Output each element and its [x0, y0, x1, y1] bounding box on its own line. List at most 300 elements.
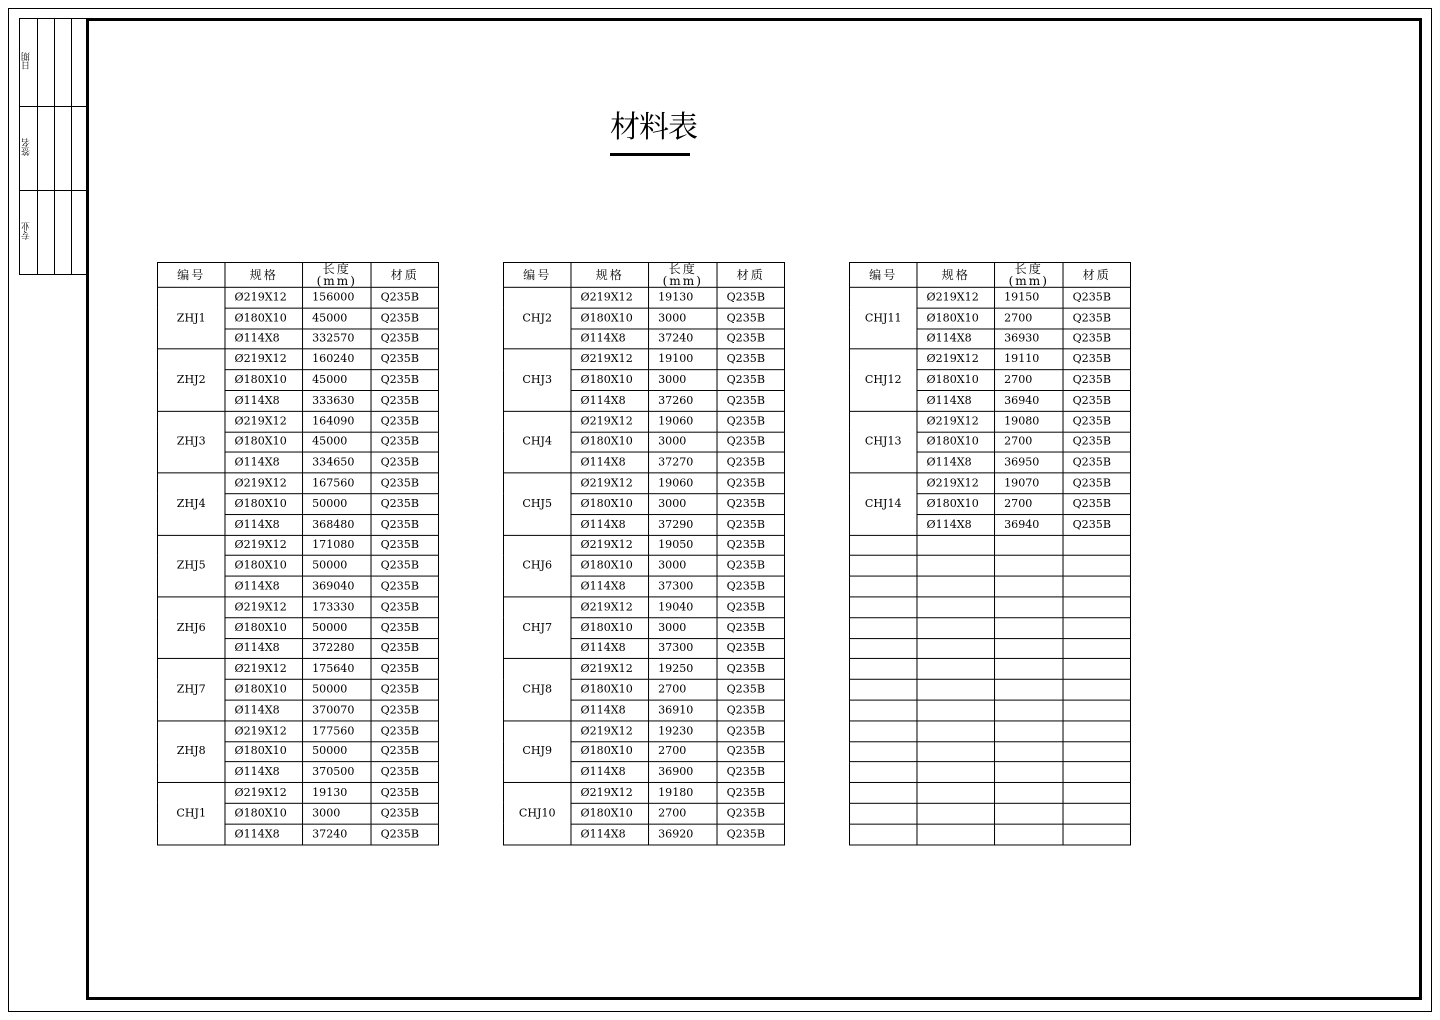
spec-cell: Ø114X8	[917, 329, 995, 350]
empty-cell	[917, 576, 995, 597]
empty-cell	[917, 679, 995, 700]
material-cell: Q235B	[371, 494, 438, 515]
material-cell: Q235B	[371, 617, 438, 638]
material-cell: Q235B	[371, 329, 438, 350]
signature-block-divider	[20, 190, 86, 191]
length-cell: 19180	[649, 783, 717, 804]
spec-cell: Ø180X10	[917, 370, 995, 391]
empty-cell	[850, 638, 917, 659]
material-table-3	[849, 262, 1131, 845]
material-cell: Q235B	[1063, 390, 1130, 411]
table-row	[158, 473, 439, 494]
length-cell: 2700	[649, 679, 717, 700]
column-header: 编号	[158, 262, 225, 287]
title-underline	[610, 153, 690, 156]
column-header: 长度(mm)	[303, 262, 371, 287]
material-cell: Q235B	[371, 721, 438, 742]
empty-cell	[917, 535, 995, 556]
member-id-cell: CHJ8	[504, 659, 571, 721]
material-cell: Q235B	[717, 514, 784, 535]
length-cell: 3000	[649, 308, 717, 329]
spec-cell: Ø180X10	[917, 432, 995, 453]
empty-cell	[1063, 824, 1130, 845]
spec-cell: Ø114X8	[571, 329, 649, 350]
empty-cell	[850, 556, 917, 577]
material-cell: Q235B	[717, 329, 784, 350]
table-header-row	[504, 262, 785, 287]
length-cell: 37300	[649, 638, 717, 659]
table-row	[158, 411, 439, 432]
member-id-cell: CHJ12	[850, 349, 917, 411]
material-cell: Q235B	[371, 432, 438, 453]
empty-cell	[995, 762, 1063, 783]
length-cell: 2700	[995, 370, 1063, 391]
length-cell: 37300	[649, 576, 717, 597]
length-cell: 36910	[649, 700, 717, 721]
empty-cell	[917, 803, 995, 824]
empty-cell	[995, 700, 1063, 721]
spec-cell: Ø180X10	[917, 308, 995, 329]
length-cell: 19110	[995, 349, 1063, 370]
length-cell: 19250	[649, 659, 717, 680]
length-cell: 2700	[995, 308, 1063, 329]
empty-cell	[917, 659, 995, 680]
length-cell: 37260	[649, 390, 717, 411]
empty-cell	[1063, 679, 1130, 700]
material-cell: Q235B	[717, 803, 784, 824]
material-cell: Q235B	[371, 370, 438, 391]
length-cell: 171080	[303, 535, 371, 556]
spec-cell: Ø180X10	[917, 494, 995, 515]
side-label-discipline: 专业	[22, 222, 32, 240]
empty-cell	[995, 556, 1063, 577]
spec-cell: Ø114X8	[225, 824, 303, 845]
member-id-cell: CHJ11	[850, 287, 917, 349]
empty-cell	[995, 741, 1063, 762]
table-row	[504, 287, 785, 308]
spec-cell: Ø219X12	[571, 597, 649, 618]
spec-cell: Ø180X10	[225, 494, 303, 515]
length-cell: 36900	[649, 762, 717, 783]
table-row	[158, 535, 439, 556]
material-cell: Q235B	[371, 287, 438, 308]
member-id-cell: CHJ4	[504, 411, 571, 473]
spec-cell: Ø114X8	[571, 638, 649, 659]
spec-cell: Ø180X10	[225, 741, 303, 762]
empty-row	[850, 824, 1131, 845]
spec-cell: Ø219X12	[917, 411, 995, 432]
empty-cell	[917, 597, 995, 618]
column-header: 长度(mm)	[995, 262, 1063, 287]
spec-cell: Ø219X12	[917, 287, 995, 308]
table-row	[158, 659, 439, 680]
spec-cell: Ø219X12	[571, 721, 649, 742]
length-cell: 37290	[649, 514, 717, 535]
signature-block-divider	[71, 19, 72, 274]
material-cell: Q235B	[371, 556, 438, 577]
spec-cell: Ø219X12	[917, 349, 995, 370]
empty-cell	[995, 803, 1063, 824]
table-row	[504, 411, 785, 432]
spec-cell: Ø180X10	[225, 556, 303, 577]
spec-cell: Ø114X8	[917, 514, 995, 535]
spec-cell: Ø180X10	[571, 370, 649, 391]
spec-cell: Ø180X10	[571, 432, 649, 453]
table-row	[850, 473, 1131, 494]
length-cell: 370070	[303, 700, 371, 721]
spec-cell: Ø219X12	[571, 473, 649, 494]
material-cell: Q235B	[717, 349, 784, 370]
material-cell: Q235B	[1063, 411, 1130, 432]
length-cell: 173330	[303, 597, 371, 618]
material-cell: Q235B	[371, 638, 438, 659]
material-cell: Q235B	[717, 824, 784, 845]
table-row	[504, 783, 785, 804]
length-cell: 368480	[303, 514, 371, 535]
length-cell: 19130	[649, 287, 717, 308]
spec-cell: Ø180X10	[225, 803, 303, 824]
side-label-signature: 签名	[22, 138, 32, 156]
spec-cell: Ø114X8	[225, 514, 303, 535]
length-cell: 3000	[649, 370, 717, 391]
empty-cell	[850, 783, 917, 804]
member-id-cell: CHJ2	[504, 287, 571, 349]
empty-cell	[1063, 783, 1130, 804]
length-cell: 332570	[303, 329, 371, 350]
spec-cell: Ø180X10	[571, 617, 649, 638]
material-cell: Q235B	[717, 473, 784, 494]
table-row	[850, 287, 1131, 308]
empty-row	[850, 659, 1131, 680]
spec-cell: Ø219X12	[225, 411, 303, 432]
spec-cell: Ø114X8	[225, 638, 303, 659]
material-cell: Q235B	[1063, 308, 1130, 329]
table-row	[504, 597, 785, 618]
table-row	[504, 659, 785, 680]
spec-cell: Ø114X8	[225, 452, 303, 473]
empty-row	[850, 617, 1131, 638]
spec-cell: Ø114X8	[571, 700, 649, 721]
spec-cell: Ø219X12	[225, 597, 303, 618]
length-cell: 372280	[303, 638, 371, 659]
member-id-cell: CHJ9	[504, 721, 571, 783]
spec-cell: Ø219X12	[225, 535, 303, 556]
material-cell: Q235B	[1063, 370, 1130, 391]
member-id-cell: ZHJ7	[158, 659, 225, 721]
empty-cell	[850, 535, 917, 556]
material-cell: Q235B	[371, 803, 438, 824]
member-id-cell: ZHJ2	[158, 349, 225, 411]
material-cell: Q235B	[717, 494, 784, 515]
length-cell: 19230	[649, 721, 717, 742]
material-cell: Q235B	[717, 411, 784, 432]
empty-cell	[995, 824, 1063, 845]
column-header: 编号	[850, 262, 917, 287]
length-cell: 45000	[303, 308, 371, 329]
table-row	[158, 783, 439, 804]
empty-cell	[850, 721, 917, 742]
length-cell: 369040	[303, 576, 371, 597]
material-cell: Q235B	[717, 741, 784, 762]
length-cell: 37240	[649, 329, 717, 350]
member-id-cell: CHJ7	[504, 597, 571, 659]
spec-cell: Ø219X12	[571, 411, 649, 432]
spec-cell: Ø219X12	[571, 659, 649, 680]
empty-row	[850, 556, 1131, 577]
spec-cell: Ø219X12	[571, 535, 649, 556]
empty-cell	[850, 700, 917, 721]
material-cell: Q235B	[717, 617, 784, 638]
member-id-cell: CHJ3	[504, 349, 571, 411]
empty-cell	[850, 762, 917, 783]
table-row	[504, 349, 785, 370]
signature-block-divider	[20, 106, 86, 107]
empty-cell	[850, 617, 917, 638]
empty-cell	[995, 783, 1063, 804]
column-header: 长度(mm)	[649, 262, 717, 287]
empty-row	[850, 721, 1131, 742]
material-cell: Q235B	[717, 452, 784, 473]
spec-cell: Ø114X8	[571, 824, 649, 845]
empty-cell	[917, 617, 995, 638]
column-header: 材质	[1063, 262, 1130, 287]
length-cell: 333630	[303, 390, 371, 411]
member-id-cell: CHJ13	[850, 411, 917, 473]
empty-row	[850, 576, 1131, 597]
spec-cell: Ø180X10	[225, 432, 303, 453]
empty-cell	[995, 617, 1063, 638]
empty-cell	[995, 597, 1063, 618]
length-cell: 45000	[303, 370, 371, 391]
length-cell: 334650	[303, 452, 371, 473]
empty-cell	[1063, 638, 1130, 659]
spec-cell: Ø114X8	[571, 452, 649, 473]
empty-row	[850, 597, 1131, 618]
empty-cell	[850, 803, 917, 824]
length-cell: 50000	[303, 679, 371, 700]
material-cell: Q235B	[717, 721, 784, 742]
length-cell: 19080	[995, 411, 1063, 432]
material-cell: Q235B	[371, 824, 438, 845]
length-cell: 19040	[649, 597, 717, 618]
spec-cell: Ø219X12	[225, 287, 303, 308]
length-cell: 167560	[303, 473, 371, 494]
length-cell: 156000	[303, 287, 371, 308]
column-header: 规格	[917, 262, 995, 287]
spec-cell: Ø219X12	[225, 473, 303, 494]
table-header-row	[158, 262, 439, 287]
column-header: 编号	[504, 262, 571, 287]
spec-cell: Ø219X12	[225, 783, 303, 804]
member-id-cell: ZHJ8	[158, 721, 225, 783]
length-cell: 19070	[995, 473, 1063, 494]
empty-cell	[1063, 617, 1130, 638]
empty-row	[850, 803, 1131, 824]
spec-cell: Ø180X10	[225, 617, 303, 638]
side-label-date: 日期	[22, 52, 32, 70]
empty-cell	[917, 741, 995, 762]
material-cell: Q235B	[1063, 432, 1130, 453]
empty-cell	[1063, 700, 1130, 721]
material-cell: Q235B	[717, 287, 784, 308]
spec-cell: Ø180X10	[225, 679, 303, 700]
empty-cell	[995, 679, 1063, 700]
material-cell: Q235B	[371, 576, 438, 597]
table-row	[504, 535, 785, 556]
empty-row	[850, 638, 1131, 659]
spec-cell: Ø114X8	[571, 514, 649, 535]
length-cell: 3000	[649, 494, 717, 515]
table-row	[504, 473, 785, 494]
length-cell: 50000	[303, 556, 371, 577]
material-cell: Q235B	[371, 308, 438, 329]
length-cell: 3000	[649, 556, 717, 577]
empty-cell	[1063, 762, 1130, 783]
spec-cell: Ø114X8	[225, 762, 303, 783]
empty-cell	[850, 576, 917, 597]
material-cell: Q235B	[717, 370, 784, 391]
empty-row	[850, 535, 1131, 556]
spec-cell: Ø114X8	[917, 452, 995, 473]
spec-cell: Ø219X12	[571, 287, 649, 308]
spec-cell: Ø180X10	[571, 679, 649, 700]
length-cell: 19100	[649, 349, 717, 370]
material-cell: Q235B	[371, 473, 438, 494]
empty-cell	[1063, 535, 1130, 556]
column-header: 材质	[371, 262, 438, 287]
empty-cell	[1063, 741, 1130, 762]
material-cell: Q235B	[717, 783, 784, 804]
table-row	[158, 349, 439, 370]
empty-cell	[995, 638, 1063, 659]
empty-cell	[1063, 721, 1130, 742]
material-cell: Q235B	[371, 411, 438, 432]
spec-cell: Ø114X8	[571, 576, 649, 597]
material-cell: Q235B	[1063, 349, 1130, 370]
length-cell: 3000	[649, 432, 717, 453]
length-cell: 36930	[995, 329, 1063, 350]
length-cell: 37270	[649, 452, 717, 473]
material-cell: Q235B	[1063, 514, 1130, 535]
empty-cell	[1063, 659, 1130, 680]
table-row	[158, 721, 439, 742]
length-cell: 2700	[649, 803, 717, 824]
empty-row	[850, 762, 1131, 783]
length-cell: 2700	[995, 494, 1063, 515]
member-id-cell: ZHJ1	[158, 287, 225, 349]
table-row	[158, 287, 439, 308]
material-cell: Q235B	[371, 452, 438, 473]
empty-cell	[850, 597, 917, 618]
empty-cell	[1063, 597, 1130, 618]
page-title: 材料表	[610, 110, 697, 145]
length-cell: 370500	[303, 762, 371, 783]
member-id-cell: CHJ5	[504, 473, 571, 535]
material-cell: Q235B	[371, 762, 438, 783]
spec-cell: Ø219X12	[225, 721, 303, 742]
table-row	[850, 349, 1131, 370]
spec-cell: Ø180X10	[571, 494, 649, 515]
length-cell: 177560	[303, 721, 371, 742]
material-table-1	[157, 262, 439, 845]
empty-row	[850, 783, 1131, 804]
length-cell: 50000	[303, 741, 371, 762]
material-cell: Q235B	[371, 783, 438, 804]
empty-cell	[917, 721, 995, 742]
member-id-cell: ZHJ3	[158, 411, 225, 473]
material-cell: Q235B	[371, 390, 438, 411]
spec-cell: Ø180X10	[571, 556, 649, 577]
empty-cell	[995, 721, 1063, 742]
member-id-cell: ZHJ4	[158, 473, 225, 535]
length-cell: 3000	[303, 803, 371, 824]
empty-cell	[995, 576, 1063, 597]
empty-cell	[850, 741, 917, 762]
length-cell: 160240	[303, 349, 371, 370]
empty-cell	[917, 638, 995, 659]
material-cell: Q235B	[1063, 494, 1130, 515]
table-row	[504, 721, 785, 742]
table-header-row	[850, 262, 1131, 287]
table-row	[850, 411, 1131, 432]
spec-cell: Ø114X8	[225, 576, 303, 597]
spec-cell: Ø180X10	[225, 308, 303, 329]
signature-block-divider	[54, 19, 55, 274]
material-cell: Q235B	[371, 741, 438, 762]
spec-cell: Ø219X12	[571, 349, 649, 370]
member-id-cell: CHJ14	[850, 473, 917, 535]
length-cell: 36940	[995, 514, 1063, 535]
material-cell: Q235B	[717, 535, 784, 556]
spec-cell: Ø114X8	[225, 390, 303, 411]
empty-cell	[850, 679, 917, 700]
length-cell: 36940	[995, 390, 1063, 411]
spec-cell: Ø180X10	[571, 308, 649, 329]
material-cell: Q235B	[717, 390, 784, 411]
spec-cell: Ø114X8	[571, 390, 649, 411]
material-cell: Q235B	[371, 700, 438, 721]
length-cell: 164090	[303, 411, 371, 432]
material-cell: Q235B	[717, 700, 784, 721]
member-id-cell: ZHJ5	[158, 535, 225, 597]
material-cell: Q235B	[371, 597, 438, 618]
material-cell: Q235B	[371, 535, 438, 556]
spec-cell: Ø219X12	[917, 473, 995, 494]
length-cell: 36950	[995, 452, 1063, 473]
length-cell: 37240	[303, 824, 371, 845]
length-cell: 19130	[303, 783, 371, 804]
empty-row	[850, 700, 1131, 721]
material-cell: Q235B	[717, 659, 784, 680]
material-cell: Q235B	[1063, 329, 1130, 350]
material-cell: Q235B	[717, 308, 784, 329]
material-cell: Q235B	[371, 349, 438, 370]
spec-cell: Ø114X8	[225, 329, 303, 350]
length-cell: 19150	[995, 287, 1063, 308]
material-cell: Q235B	[717, 762, 784, 783]
length-cell: 50000	[303, 494, 371, 515]
empty-cell	[850, 659, 917, 680]
empty-cell	[995, 659, 1063, 680]
material-cell: Q235B	[717, 638, 784, 659]
member-id-cell: CHJ10	[504, 783, 571, 845]
empty-cell	[1063, 576, 1130, 597]
spec-cell: Ø219X12	[225, 349, 303, 370]
spec-cell: Ø180X10	[571, 803, 649, 824]
empty-cell	[1063, 803, 1130, 824]
empty-cell	[917, 762, 995, 783]
empty-cell	[917, 783, 995, 804]
